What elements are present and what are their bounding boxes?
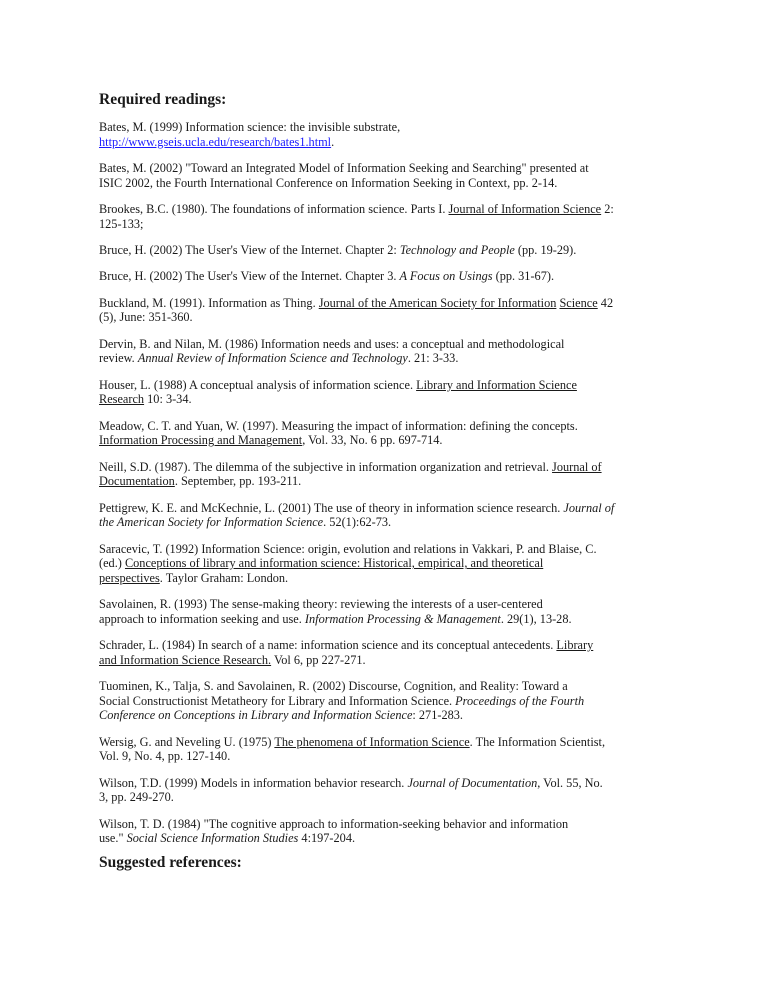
reference-link[interactable]: http://www.gseis.ucla.edu/research/bates1.html bbox=[99, 134, 332, 149]
reference-text: Schrader, L. (1984) In search of a name: information science and its conceptual antecedents. bbox=[99, 638, 557, 653]
document-page bbox=[99, 91, 699, 872]
reference-text: Wilson, T.D. (1999) Models in information behavior research. bbox=[99, 775, 408, 790]
reference-text: . 52(1):62-73. bbox=[323, 515, 392, 530]
reference-text: Dervin, B. and Nilan, M. (1986) Information needs and uses: a conceptual and methodological review. bbox=[99, 336, 565, 366]
reference-entry bbox=[99, 501, 699, 530]
required-readings-list bbox=[99, 120, 699, 846]
reference-underlined-title: Conceptions of library and information science: Historical, empirical, and theoretical perspectives bbox=[99, 556, 544, 585]
reference-text: 10: 3-34. bbox=[144, 392, 192, 407]
reference-entry bbox=[99, 378, 699, 407]
reference-text: Meadow, C. T. and Yuan, W. (1997). Measuring the impact of information: defining the concepts. bbox=[99, 418, 578, 433]
reference-entry bbox=[99, 638, 699, 667]
reference-underlined-title: Journal of the American Society for Information bbox=[318, 295, 557, 310]
reference-entry bbox=[99, 202, 699, 231]
reference-underlined-title: Science bbox=[559, 295, 598, 310]
reference-entry bbox=[99, 269, 699, 284]
reference-text: 42 (5), June: 351-360. bbox=[99, 295, 614, 325]
reference-text: Bates, M. (2002) "Toward an Integrated Model of Information Seeking and Searching" presented at ISIC 2002, the Fourth International Conference on Information Seeking in Context, pp. 2-14. bbox=[99, 160, 589, 190]
reference-text: . Taylor Graham: London. bbox=[159, 570, 289, 585]
reference-text: (pp. 19-29). bbox=[514, 242, 577, 257]
reference-italic-title: Information Processing & Management bbox=[304, 611, 501, 626]
reference-text: Buckland, M. (1991). Information as Thing. bbox=[99, 295, 319, 310]
reference-entry bbox=[99, 776, 699, 805]
reference-text: Saracevic, T. (1992) Information Science: origin, evolution and relations in Vakkari, P. and Blaise, C. (ed.) bbox=[99, 541, 597, 571]
reference-entry bbox=[99, 460, 699, 489]
reference-text: . September, pp. 193-211. bbox=[174, 474, 302, 489]
reference-entry bbox=[99, 817, 699, 846]
reference-text: Bruce, H. (2002) The User's View of the Internet. Chapter 2: bbox=[99, 242, 400, 257]
reference-underlined-title: Library and Information Science Research bbox=[99, 377, 577, 407]
reference-italic-title: Annual Review of Information Science and Technology bbox=[137, 351, 408, 366]
reference-italic-title: Proceedings of the Fourth Conference on Conceptions in Library and Information Science bbox=[99, 693, 585, 723]
reference-text: Wilson, T. D. (1984) "The cognitive approach to information-seeking behavior and information use." bbox=[99, 816, 569, 846]
reference-text: . bbox=[331, 134, 335, 149]
reference-text: Pettigrew, K. E. and McKechnie, L. (2001) The use of theory in information science research. bbox=[99, 500, 564, 515]
reference-underlined-title: The phenomena of Information Science bbox=[274, 734, 470, 749]
reference-text: (pp. 31-67). bbox=[492, 269, 555, 284]
reference-italic-title: Journal of the American Society for Information Science bbox=[99, 500, 615, 530]
reference-entry bbox=[99, 161, 699, 190]
reference-italic-title: Technology and People bbox=[399, 242, 515, 257]
reference-entry bbox=[99, 419, 699, 448]
reference-underlined-title: Journal of Information Science bbox=[448, 201, 602, 216]
reference-text: Brookes, B.C. (1980). The foundations of information science. Parts I. bbox=[99, 201, 449, 216]
reference-entry bbox=[99, 597, 699, 626]
reference-entry bbox=[99, 120, 699, 149]
reference-text: . The Information Scientist, Vol. 9, No. 4, pp. 127-140. bbox=[99, 734, 606, 764]
required-readings-heading: Required readings: bbox=[99, 91, 227, 108]
reference-underlined-title: Information Processing and Management bbox=[99, 433, 303, 448]
reference-text: Neill, S.D. (1987). The dilemma of the subjective in information organization and retrieval. bbox=[99, 459, 553, 474]
reference-italic-title: Journal of Documentation bbox=[407, 775, 538, 790]
reference-italic-title: Social Science Information Studies bbox=[126, 831, 299, 846]
reference-entry bbox=[99, 542, 699, 586]
reference-underlined-title: Library and Information Science Research. bbox=[99, 638, 594, 667]
reference-text: , Vol. 55, No. 3, pp. 249-270. bbox=[99, 775, 603, 805]
reference-entry bbox=[99, 296, 699, 325]
reference-text: 2: 125-133; bbox=[99, 201, 614, 231]
reference-text: : 271-283. bbox=[412, 708, 463, 723]
reference-underlined-title: Journal of Documentation bbox=[99, 459, 602, 489]
suggested-references-heading: Suggested references: bbox=[99, 853, 242, 871]
reference-text: , Vol. 33, No. 6 pp. 697-714. bbox=[302, 433, 443, 448]
reference-text: . 21: 3-33. bbox=[407, 351, 459, 366]
reference-entry bbox=[99, 735, 699, 764]
reference-text: Savolainen, R. (1993) The sense-making theory: reviewing the interests of a user-centered approach to information seeking and use. bbox=[99, 597, 543, 626]
reference-entry bbox=[99, 337, 699, 366]
reference-italic-title: A Focus on Usings bbox=[399, 269, 493, 284]
reference-text: 4:197-204. bbox=[298, 831, 356, 846]
reference-text: Vol 6, pp 227-271. bbox=[271, 652, 366, 667]
reference-entry bbox=[99, 243, 699, 258]
reference-text: Tuominen, K., Talja, S. and Savolainen, R. (2002) Discourse, Cognition, and Reality: Toward a Social Constructionist Metatheory for Library and Information Science. bbox=[99, 679, 568, 708]
reference-text: . 29(1), 13-28. bbox=[500, 611, 572, 626]
reference-text: Houser, L. (1988) A conceptual analysis of information science. bbox=[99, 377, 417, 392]
reference-text: Wersig, G. and Neveling U. (1975) bbox=[99, 734, 275, 749]
reference-entry bbox=[99, 679, 699, 723]
reference-text: Bruce, H. (2002) The User's View of the Internet. Chapter 3. bbox=[99, 269, 400, 284]
reference-text: Bates, M. (1999) Information science: the invisible substrate, bbox=[99, 120, 401, 134]
